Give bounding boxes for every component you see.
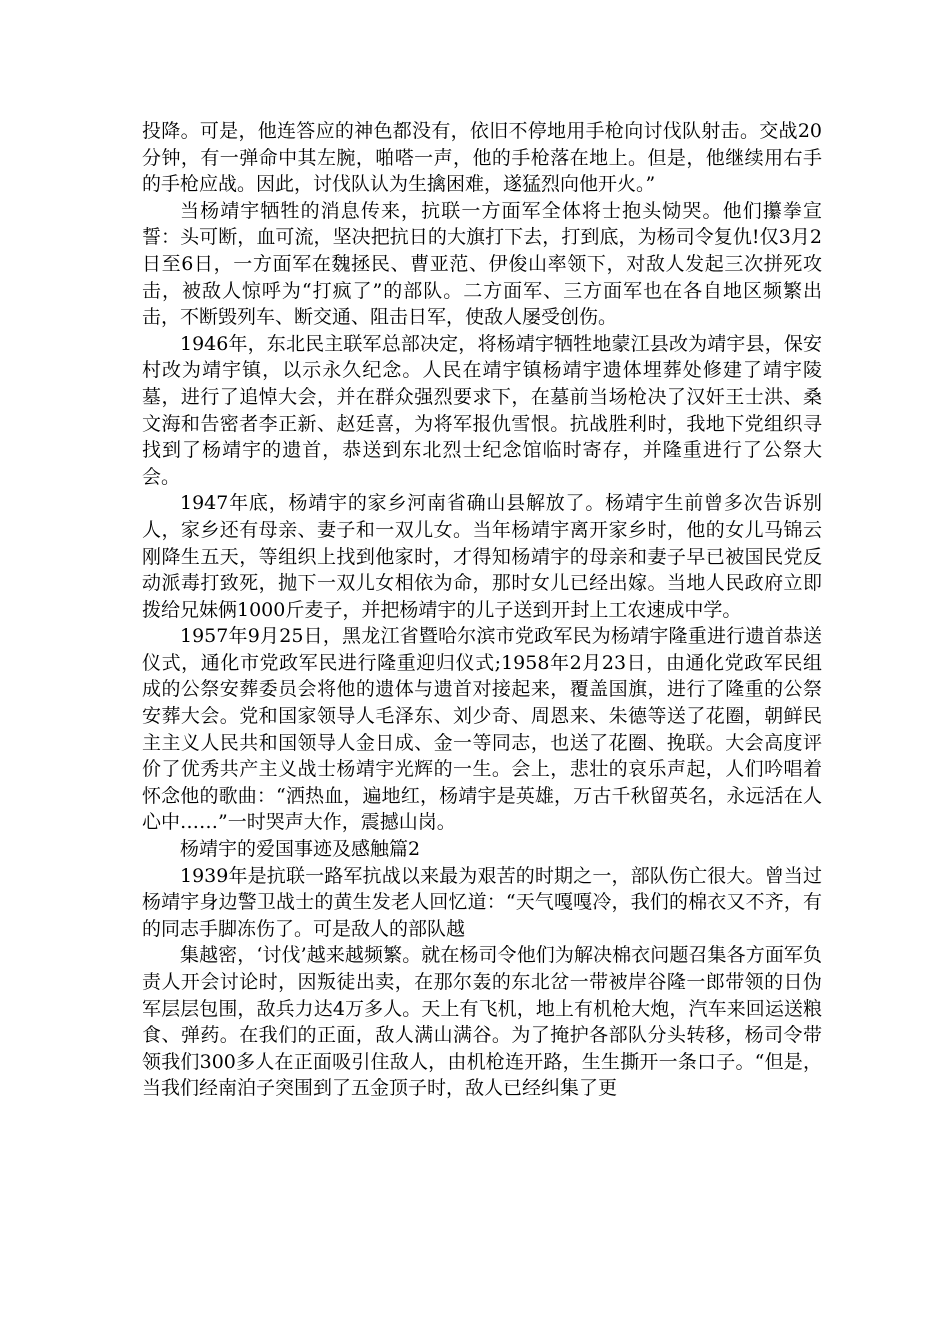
section-heading: 杨靖宇的爱国事迹及感触篇2 — [180, 838, 421, 861]
paragraph-army-reaction: 当杨靖宇牺牲的消息传来，抗联一方面军全体将士抱头恸哭。他们攥拳宣誓：头可断，血可流，坚决把抗日的大旗打下去，打到底，为杨司令复仇!仅3月2日至6日，一方面军在魏拯民、曹亚范、伊俊山率领下，对敌人发起三次拼死攻击，被敌人惊呼为“打疯了”的部队。二方面军、三方面军也在各自地区频繁出击，不断毁列车、断交通、阻击日军，使敌人屡受创伤。 — [142, 199, 822, 329]
paragraph-1957-ceremony: 1957年9月25日，黑龙江省暨哈尔滨市党政军民为杨靖宇隆重进行遗首恭送仪式，通化市党政军民进行隆重迎归仪式;1958年2月23日，由通化党政军民组成的公祭安葬委员会将他的遗体与遗首对接起来，覆盖国旗，进行了隆重的公祭安葬大会。党和国家领导人毛泽东、刘少奇、周恩来、朱德等送了花圈，朝鲜民主主义人民共和国领导人金日成、金一等同志，也送了花圈、挽联。大会高度评价了优秀共产主义战士杨靖宇光辉的一生。会上，悲壮的哀乐声起，人们吟唱着怀念他的歌曲：“洒热血，遍地红，杨靖宇是英雄，万古千秋留英名，永远活在人心中……”一时哭声大作，震撼山岗。 — [142, 625, 822, 834]
paragraph-1947-hometown: 1947年底，杨靖宇的家乡河南省确山县解放了。杨靖宇生前曾多次告诉别人，家乡还有母亲、妻子和一双儿女。当年杨靖宇离开家乡时，他的女儿马锦云刚降生五天，等组织上找到他家时，才得知杨靖宇的母亲和妻子早已被国民党反动派毒打致死，抛下一双儿女相依为命，那时女儿已经出嫁。当地人民政府立即拨给兄妹俩1000斤麦子，并把杨靖宇的儿子送到开封上工农速成中学。 — [142, 492, 822, 621]
paragraph-1946-memorial: 1946年，东北民主联军总部决定，将杨靖宇牺牲地蒙江县改为靖宇县，保安村改为靖宇镇，以示永久纪念。人民在靖宇镇杨靖宇遗体埋葬处修建了靖宇陵墓，进行了追悼大会，并在群众强烈要求下，在墓前当场枪决了汉奸王士洪、桑文海和告密者李正新、赵廷喜，为将军报仇雪恨。抗战胜利时，我地下党组织寻找到了杨靖宇的遗首，恭送到东北烈士纪念馆临时寄存，并隆重进行了公祭大会。 — [142, 332, 822, 488]
paragraph-1939-hardship: 1939年是抗联一路军抗战以来最为艰苦的时期之一，部队伤亡很大。曾当过杨靖宇身边警卫战士的黄生发老人回忆道：“天气嘎嘎冷，我们的棉衣又不齐，有的同志手脚冻伤了。可是敌人的部队越 — [142, 864, 822, 940]
paragraph-encirclement: 集越密，‘讨伐’越来越频繁。就在杨司令他们为解决棉衣问题召集各方面军负责人开会讨论时，因叛徒出卖，在那尔轰的东北岔一带被岸谷隆一郎带领的日伪军层层包围，敌兵力达4万多人。天上有飞机，地上有机枪大炮，汽车来回运送粮食、弹药。在我们的正面，敌人满山满谷。为了掩护各部队分头转移，杨司令带领我们300多人在正面吸引住敌人，由机枪连开路，生生撕开一条口子。“但是，当我们经南泊子突围到了五金顶子时，敌人已经纠集了更 — [142, 944, 822, 1100]
document-page — [142, 118, 822, 1102]
paragraph-surrender-continued: 投降。可是，他连答应的神色都没有，依旧不停地用手枪向讨伐队射击。交战20分钟，有一弹命中其左腕，啪嗒一声，他的手枪落在地上。但是，他继续用右手的手枪应战。因此，讨伐队认为生擒困难，遂猛烈向他开火。” — [142, 120, 822, 196]
